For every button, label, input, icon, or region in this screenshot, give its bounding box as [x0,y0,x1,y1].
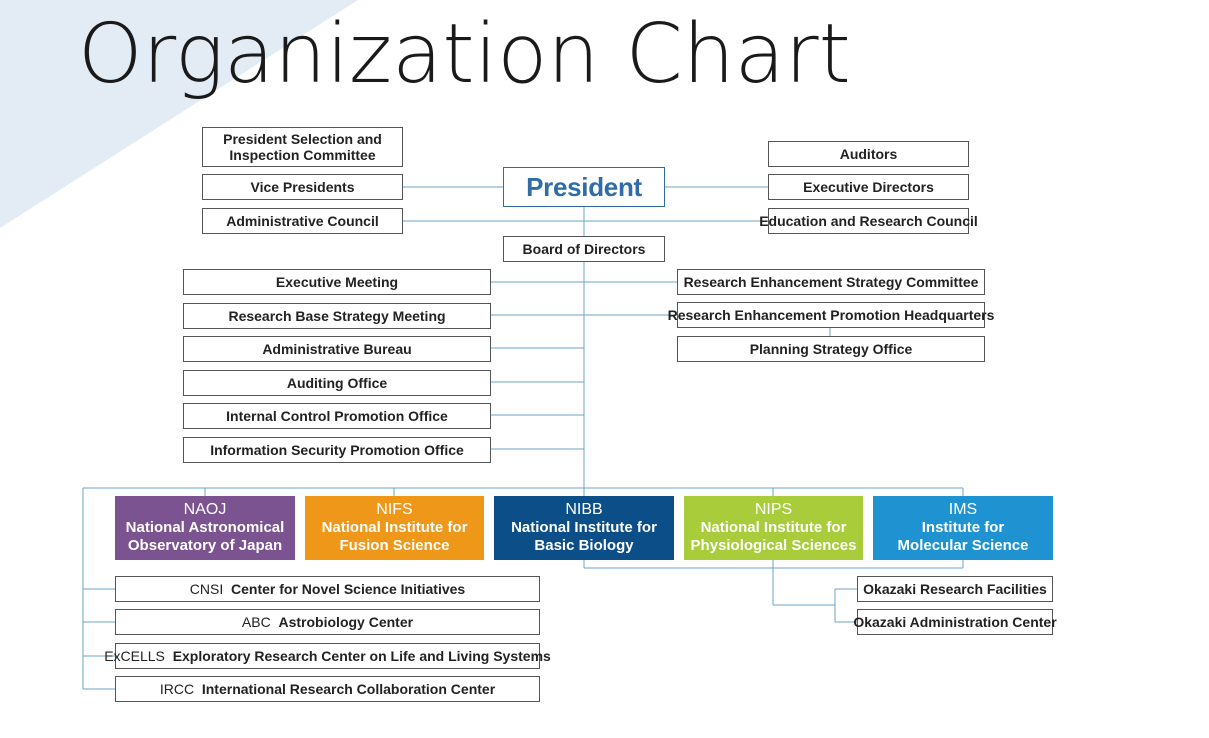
institute-abbr: NIFS [376,501,413,518]
center-abbr: ExCELLS [104,648,165,664]
box-vice-presidents[interactable]: Vice Presidents [202,174,403,200]
box-board-of-directors[interactable]: Board of Directors [503,236,665,262]
institute-abbr: IMS [948,501,978,518]
box-center-cnsi[interactable] [115,576,540,602]
box-education-research-council[interactable]: Education and Research Council [768,208,969,234]
institute-ims[interactable] [873,496,1053,560]
center-name: Exploratory Research Center on Life and Living Systems [172,648,551,664]
box-center-ircc[interactable] [115,676,540,702]
box-okazaki-administration-center[interactable]: Okazaki Administration Center [857,609,1053,635]
box-administrative-council[interactable]: Administrative Council [202,208,403,234]
institute-abbr: NIBB [565,501,603,518]
institute-name-line1: National Institute for [700,519,847,536]
box-planning-strategy-office[interactable]: Planning Strategy Office [677,336,985,362]
box-auditors[interactable]: Auditors [768,141,969,167]
institute-name-line2: Fusion Science [339,537,450,554]
center-name: International Research Collaboration Center [201,681,496,697]
box-auditing-office[interactable]: Auditing Office [183,370,491,396]
box-research-enhancement-promotion-hq[interactable]: Research Enhancement Promotion Headquarters [677,302,985,328]
institute-name-line1: National Astronomical [125,519,285,536]
center-abbr: IRCC [159,681,195,697]
box-executive-meeting[interactable]: Executive Meeting [183,269,491,295]
box-president-selection-committee[interactable]: President Selection and Inspection Committee [202,127,403,167]
box-research-base-strategy-meeting[interactable]: Research Base Strategy Meeting [183,303,491,329]
institute-abbr: NAOJ [183,501,227,518]
box-research-enhancement-strategy-committee[interactable]: Research Enhancement Strategy Committee [677,269,985,295]
institute-name-line1: National Institute for [321,519,468,536]
institute-name-line1: National Institute for [511,519,657,536]
box-internal-control-office[interactable]: Internal Control Promotion Office [183,403,491,429]
institute-nips[interactable] [684,496,863,560]
box-center-abc[interactable] [115,609,540,635]
institute-name-line1: Institute for [921,519,1005,536]
institute-nibb[interactable] [494,496,674,560]
institute-naoj[interactable] [115,496,295,560]
box-okazaki-research-facilities[interactable]: Okazaki Research Facilities [857,576,1053,602]
box-president[interactable]: President [503,167,665,207]
institute-nifs[interactable] [305,496,484,560]
institute-name-line2: Observatory of Japan [127,537,283,554]
box-executive-directors[interactable]: Executive Directors [768,174,969,200]
box-administrative-bureau[interactable]: Administrative Bureau [183,336,491,362]
box-center-excells[interactable] [104,643,551,669]
center-name: Astrobiology Center [278,614,414,630]
institute-name-line2: Basic Biology [534,537,634,554]
center-name: Center for Novel Science Initiatives [231,581,466,597]
box-information-security-office[interactable]: Information Security Promotion Office [183,437,491,463]
center-abbr: CNSI [189,581,224,597]
institute-abbr: NIPS [754,501,793,518]
page-title: Organization Chart [78,7,851,102]
institute-name-line2: Molecular Science [897,537,1029,554]
center-abbr: ABC [241,614,271,630]
institute-name-line2: Physiological Sciences [690,537,857,554]
